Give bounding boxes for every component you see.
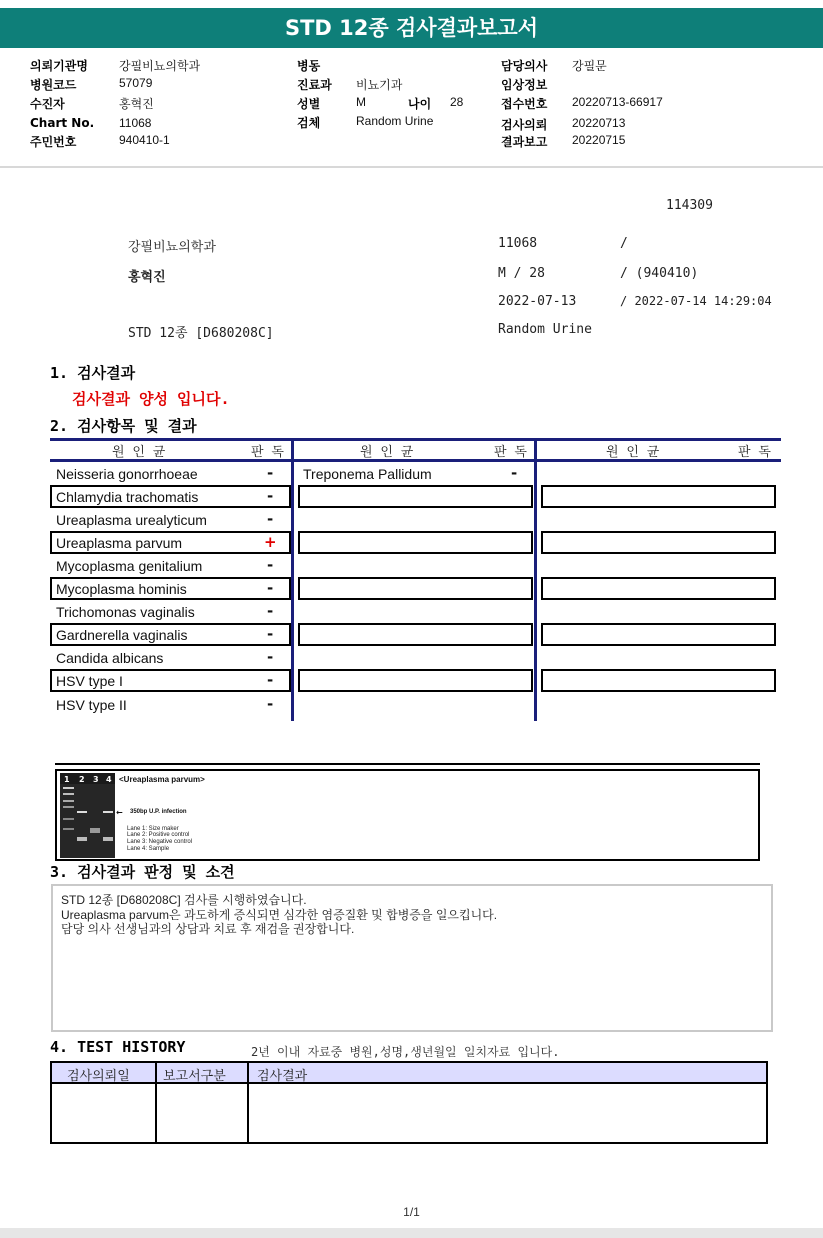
comment-line: Ureaplasma parvum은 과도하게 증식되면 심각한 염증질환 및 합병증을 일으킵니다.	[61, 908, 498, 922]
lane-label: 2	[79, 775, 85, 784]
summary-institution: 강필비뇨의학과	[128, 240, 216, 255]
organism-name: Ureaplasma urealyticum	[56, 512, 207, 528]
history-col-divider	[247, 1063, 249, 1142]
page-number: 1/1	[403, 1205, 420, 1219]
label-patient: 수진자	[30, 97, 65, 111]
value-patient: 홍혁진	[119, 97, 154, 111]
value-chart-no: 11068	[119, 116, 152, 130]
gel-legend-item: Lane 2: Positive control	[127, 832, 190, 838]
gel-legend-item: Lane 4: Sample	[127, 846, 170, 852]
summary-test: STD 12종 [D680208C]	[128, 326, 274, 341]
footer-bar	[0, 1228, 823, 1238]
empty-row-box	[298, 531, 533, 554]
organism-name: HSV type I	[56, 673, 123, 689]
organism-name: Mycoplasma hominis	[56, 581, 187, 597]
report-code: 114309	[666, 198, 713, 213]
empty-row-box	[541, 531, 776, 554]
organism-result: -	[267, 579, 274, 597]
gel-top-rule	[55, 763, 760, 765]
history-col-header: 검사결과	[257, 1068, 308, 1083]
label-doctor: 담당의사	[501, 59, 548, 73]
col1-organism-header: 원 인 균	[112, 445, 166, 460]
summary-sex-age: M / 28	[498, 266, 545, 281]
section-4-title: 4. TEST HISTORY	[50, 1038, 186, 1056]
comment-line: 담당 의사 선생님과의 상담과 치료 후 재검을 권장합니다.	[61, 922, 355, 936]
empty-row-box	[298, 669, 533, 692]
summary-name: 홍혁진	[128, 270, 166, 285]
history-col-header: 검사의뢰일	[67, 1068, 130, 1083]
value-department: 비뇨기과	[356, 78, 403, 92]
value-specimen: Random Urine	[356, 114, 434, 128]
value-request-date: 20220713	[572, 116, 626, 130]
arrow-icon: ←	[116, 808, 123, 817]
summary-request-date: 2022-07-13	[498, 294, 577, 309]
history-header-bg	[52, 1063, 766, 1083]
empty-row-box	[298, 485, 533, 508]
organism-result: -	[267, 487, 274, 505]
gel-band-label: 350bp U.P. infection	[130, 809, 187, 815]
summary-report-date: / 2022-07-14 14:29:04	[620, 294, 772, 308]
organism-result: -	[267, 556, 274, 574]
overall-result: 검사결과 양성 입니다.	[72, 390, 230, 408]
label-clinical-info: 임상정보	[501, 78, 548, 92]
empty-row-box	[541, 623, 776, 646]
organism-name: Treponema Pallidum	[303, 466, 432, 482]
gel-electrophoresis-image	[60, 773, 115, 858]
value-doctor: 강필문	[572, 59, 607, 73]
organism-name: Chlamydia trachomatis	[56, 489, 199, 505]
value-age: 28	[450, 95, 464, 109]
col1-result-header: 판 독	[251, 445, 284, 460]
section-1-title: 1. 검사결과	[50, 364, 136, 382]
label-resident-no: 주민번호	[30, 135, 77, 149]
organism-name: Mycoplasma genitalium	[56, 558, 203, 574]
history-header-rule	[52, 1082, 766, 1084]
comment-line: STD 12종 [D680208C] 검사를 시행하였습니다.	[61, 893, 307, 907]
lane-label: 1	[64, 775, 70, 784]
lane-label: 4	[106, 775, 112, 784]
gel-title: <Ureaplasma parvum>	[119, 775, 205, 784]
label-sex: 성별	[297, 97, 321, 111]
report-title: STD 12종 검사결과보고서	[284, 16, 538, 40]
history-col-header: 보고서구분	[163, 1068, 226, 1083]
empty-row-box	[298, 623, 533, 646]
table-divider-2	[534, 438, 537, 721]
organism-name: Gardnerella vaginalis	[56, 627, 188, 643]
summary-dob: / (940410)	[620, 266, 699, 281]
value-sex: M	[356, 95, 366, 109]
organism-name-positive: Ureaplasma parvum	[56, 535, 183, 551]
label-chart-no: Chart No.	[30, 116, 95, 130]
organism-result: -	[511, 464, 518, 482]
summary-chart: 11068	[498, 236, 538, 251]
organism-result: -	[267, 625, 274, 643]
label-request-date: 검사의뢰	[501, 118, 548, 132]
organism-name: HSV type II	[56, 697, 127, 713]
organism-name: Neisseria gonorrhoeae	[56, 466, 198, 482]
label-hospital-code: 병원코드	[30, 78, 77, 92]
value-institution: 강필비뇨의학과	[119, 59, 201, 73]
empty-row-box	[541, 669, 776, 692]
empty-row-box	[541, 577, 776, 600]
organism-result: -	[267, 671, 274, 689]
col3-result-header: 판 독	[738, 445, 771, 460]
empty-row-box	[298, 577, 533, 600]
organism-result: -	[267, 648, 274, 666]
header-divider	[0, 166, 823, 168]
summary-specimen: Random Urine	[498, 322, 592, 337]
organism-result: -	[267, 695, 274, 713]
summary-slash: /	[620, 236, 628, 251]
value-receipt-no: 20220713-66917	[572, 95, 663, 109]
organism-name: Trichomonas vaginalis	[56, 604, 195, 620]
label-receipt-no: 접수번호	[501, 97, 548, 111]
label-department: 진료과	[297, 78, 332, 92]
organism-result: -	[267, 602, 274, 620]
organism-result: -	[267, 510, 274, 528]
empty-row-box	[541, 485, 776, 508]
col3-organism-header: 원 인 균	[606, 445, 660, 460]
organism-result: -	[267, 464, 274, 482]
table-divider-1	[291, 438, 294, 721]
label-report-date: 결과보고	[501, 135, 548, 149]
section-3-title: 3. 검사결과 판정 및 소견	[50, 863, 235, 881]
organism-name: Candida albicans	[56, 650, 164, 666]
section-2-title: 2. 검사항목 및 결과	[50, 417, 197, 435]
lane-label: 3	[93, 775, 99, 784]
col2-organism-header: 원 인 균	[360, 445, 414, 460]
value-hospital-code: 57079	[119, 76, 153, 90]
value-resident-no: 940410-1	[119, 133, 170, 147]
history-note: 2년 이내 자료중 병원,성명,생년월일 일치자료 입니다.	[251, 1045, 560, 1059]
col2-result-header: 판 독	[494, 445, 527, 460]
gel-legend-item: Lane 3: Negative control	[127, 839, 193, 845]
label-specimen: 검체	[297, 116, 321, 130]
gel-legend-item: Lane 1: Size maker	[127, 826, 179, 832]
label-ward: 병동	[297, 59, 321, 73]
label-age: 나이	[408, 97, 432, 111]
organism-result-positive: +	[264, 533, 277, 551]
value-report-date: 20220715	[572, 133, 626, 147]
label-institution: 의뢰기관명	[30, 59, 88, 73]
history-col-divider	[155, 1063, 157, 1142]
